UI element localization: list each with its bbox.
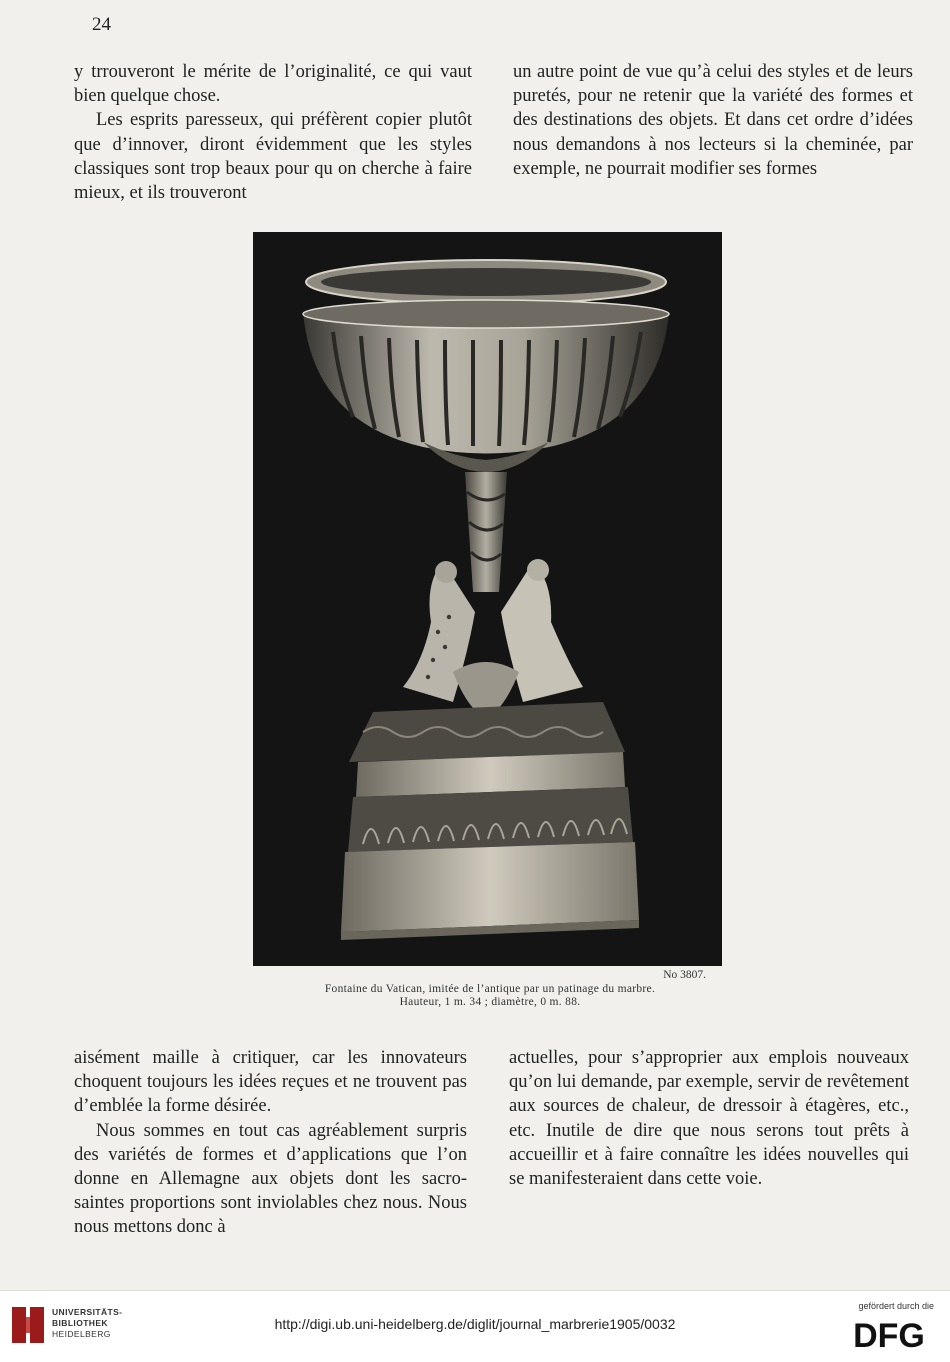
dfg-logo-icon	[844, 1315, 934, 1353]
figure-number: No 3807.	[663, 969, 706, 981]
paragraph: Les esprits paresseux, qui préfèrent copier plutôt que d’innover, diront évidemment que les styles classiques sont trop beaux pour qu on cherche à faire mieux, et ils trouveront	[74, 110, 472, 204]
paragraph: aisément maille à critiquer, car les innovateurs choquent toujours les idées reçues et ne trouvent pas d’emblée la forme désirée.	[74, 1048, 467, 1117]
fountain-illustration	[253, 232, 722, 966]
figure-caption	[260, 969, 720, 1010]
funding-label: gefördert durch die	[858, 1301, 934, 1311]
page-number: 24	[92, 14, 111, 35]
fountain-photograph	[253, 232, 722, 966]
paragraph: actuelles, pour s’approprier aux emplois nouveaux qu’on lui demande, par exemple, servir de revêtement aux sources de chaleur, de dressoir à étagères, etc., etc. Inutile de dire que nous serons tout prêts à accueillir et à faire connaître les idées nouvelles qui se manifesteraient dans cette voie.	[509, 1048, 909, 1190]
library-line: HEIDELBERG	[52, 1329, 111, 1339]
text-column-top-right	[513, 60, 913, 181]
library-line: UNIVERSITÄTS-	[52, 1307, 123, 1317]
paragraph: un autre point de vue qu’à celui des styles et de leurs puretés, pour ne retenir que la variété des formes et des destinations des objets. Et dans cet ordre d’idées nous demandons à nos lecteurs si la cheminée, par exemple, ne pourrait modifier ses formes	[513, 62, 913, 179]
digitization-footer	[0, 1290, 950, 1362]
figure-dimensions: Hauteur, 1 m. 34 ; diamètre, 0 m. 88.	[399, 996, 581, 1008]
paragraph: y trrouveront le mérite de l’originalité, ce qui vaut bien quelque chose.	[74, 62, 472, 107]
text-column-top-left	[74, 60, 472, 205]
figure-description: Fontaine du Vatican, imitée de l’antique par un patinage du marbre.	[324, 982, 656, 995]
text-column-bottom-right	[509, 1046, 909, 1191]
paragraph: Nous sommes en tout cas agréablement surpris des variétés de formes et d’applications que l’on donne en Allemagne aux objets dont les sacro-saintes proportions sont inviolables chez nous. Nous nous mettons donc à	[74, 1120, 467, 1238]
permalink-url[interactable]: http://digi.ub.uni-heidelberg.de/diglit/journal_marbrerie1905/0032	[274, 1316, 676, 1332]
dfg-logo-text: DFG	[853, 1317, 925, 1353]
library-line: BIBLIOTHEK	[52, 1318, 108, 1328]
text-column-bottom-left	[74, 1046, 467, 1240]
